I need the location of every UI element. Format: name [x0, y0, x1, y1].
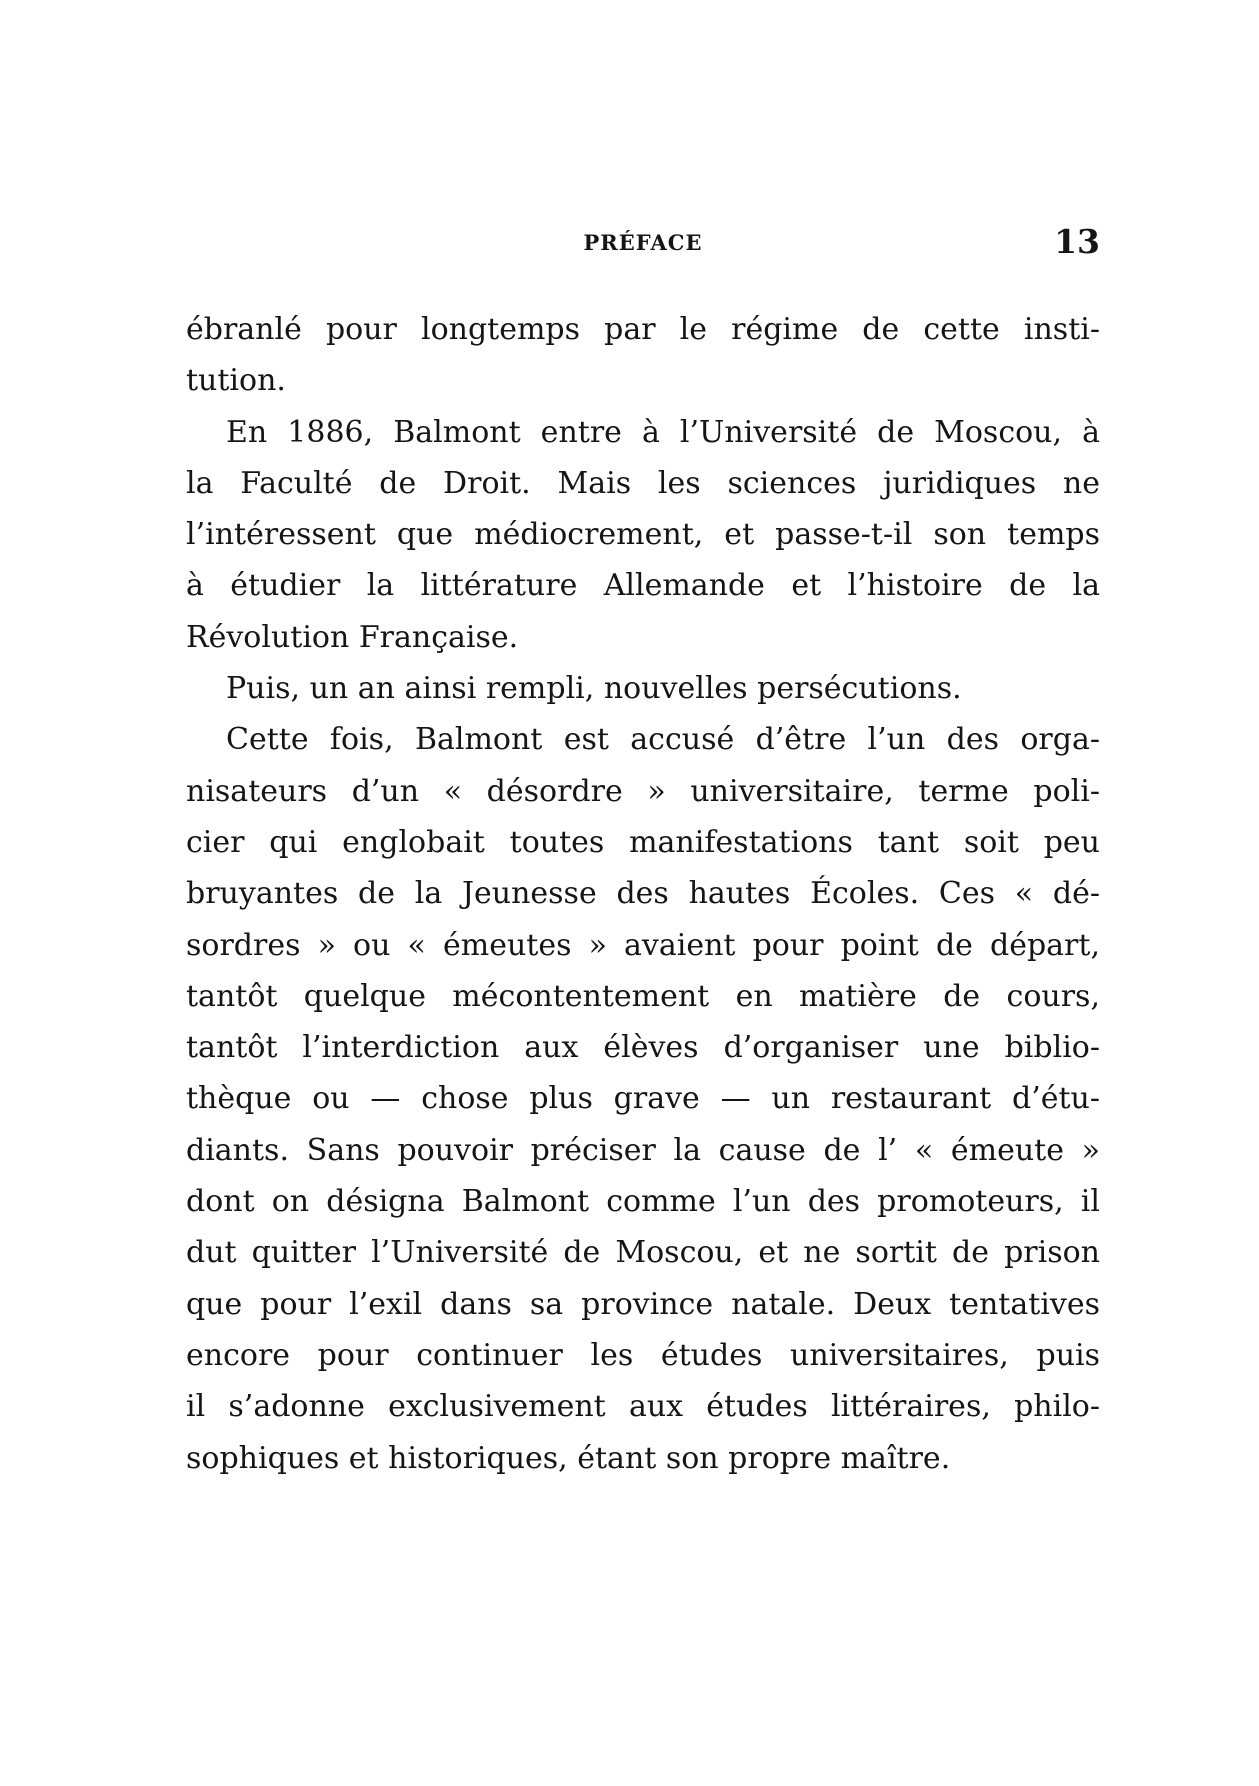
text-line: Révolution Française. [186, 619, 519, 655]
text-line: sophiques et historiques, étant son propre maître. [186, 1440, 951, 1476]
text-line: sordres » ou « émeutes » avaient pour point de départ, [186, 927, 1100, 963]
text-line: encore pour continuer les études universitaires, puis [186, 1337, 1100, 1373]
text-line: Cette fois, Balmont est accusé d’être l’un des orga- [226, 722, 1100, 758]
page-number: 13 [1054, 222, 1100, 261]
text-line: dont on désigna Balmont comme l’un des promoteurs, il [186, 1184, 1100, 1220]
text-line: que pour l’exil dans sa province natale. Deux tentatives [186, 1286, 1100, 1322]
text-line: thèque ou — chose plus grave — un restaurant d’étu- [186, 1081, 1100, 1117]
text-line: En 1886, Balmont entre à l’Université de Moscou, à [226, 414, 1100, 450]
text-line: il s’adonne exclusivement aux études littéraires, philo- [186, 1389, 1100, 1425]
text-line: diants. Sans pouvoir préciser la cause de l’ « émeute » [186, 1132, 1100, 1168]
running-title: PRÉFACE [583, 230, 703, 255]
text-line: nisateurs d’un « désordre » universitaire, terme poli- [186, 773, 1100, 809]
text-line: l’intéressent que médiocrement, et passe-t-il son temps [186, 517, 1100, 553]
text-line: tantôt quelque mécontentement en matière de cours, [186, 978, 1100, 1014]
text-line: cier qui englobait toutes manifestations tant soit peu [186, 824, 1100, 860]
body-text [186, 304, 1100, 1484]
text-line: à étudier la littérature Allemande et l’histoire de la [186, 568, 1100, 604]
text-line: ébranlé pour longtemps par le régime de cette insti- [186, 312, 1100, 347]
text-line: tution. [186, 363, 286, 399]
text-line: bruyantes de la Jeunesse des hautes Écoles. Ces « dé- [186, 876, 1100, 912]
text-line: la Faculté de Droit. Mais les sciences juridiques ne [186, 465, 1100, 501]
text-line: Puis, un an ainsi rempli, nouvelles persécutions. [226, 671, 962, 707]
text-line: tantôt l’interdiction aux élèves d’organiser une biblio- [186, 1030, 1100, 1066]
text-line: dut quitter l’Université de Moscou, et ne sortit de prison [186, 1235, 1100, 1271]
running-head [186, 222, 1100, 262]
